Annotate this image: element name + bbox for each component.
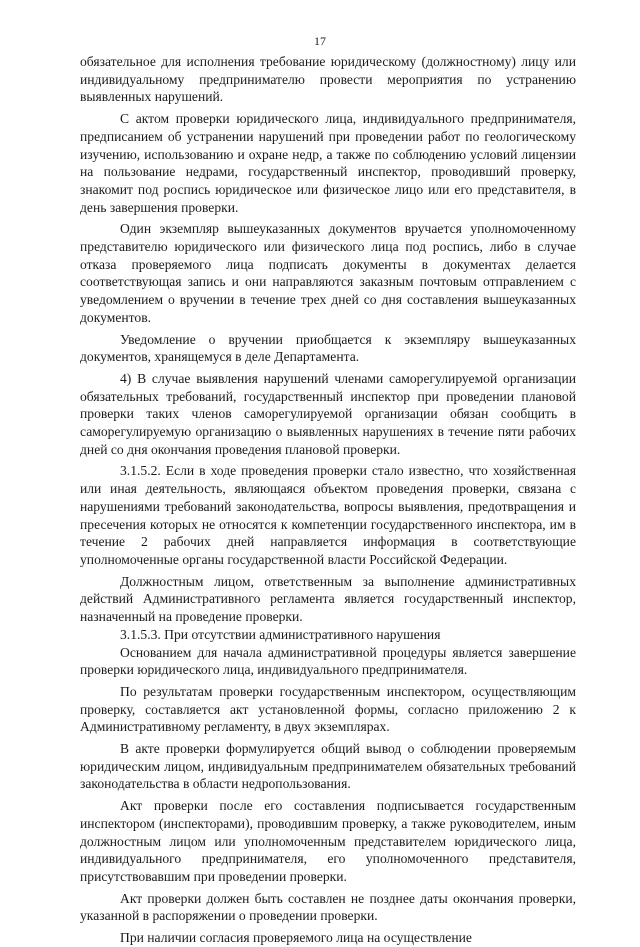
paragraph-14: При наличии согласия проверяемого лица на осуществление: [120, 930, 472, 946]
paragraph-1: обязательное для исполнения требование юридическому (должностному) лицу или индивидуальному предпринимателю провести мероприятия по устранению выявленных нарушений.: [80, 54, 576, 105]
paragraph-10: По результатам проверки государственным инспектором, осуществляющим проверку, составляется акт установленной формы, согласно приложению 2 к Административному регламенту, в двух экземплярах.: [80, 683, 576, 735]
paragraph-9: Основанием для начала административной процедуры является завершение проверки юридического лица, индивидуального предпринимателя.: [80, 644, 576, 678]
paragraph-5: 4) В случае выявления нарушений членами саморегулируемой организации обязательных требований, государственный инспектор при проведении плановой проверки таких членов саморегулируемой организации обязан сообщить в саморегулируемую организацию о выявленных нарушениях в течение пяти рабочих дней со дня окончания проведения плановой проверки.: [80, 370, 576, 457]
document-body: [80, 53, 576, 947]
paragraph-4: Уведомление о вручении приобщается к экземпляру вышеуказанных документов, хранящемуся в деле Департамента.: [80, 331, 576, 365]
paragraph-6: 3.1.5.2. Если в ходе проведения проверки стало известно, что хозяйственная или иная деятельность, являющаяся объектом проведения проверки, связана с нарушениями требований законодательства, вопросы выявления, предотвращения и пресечения которых не относятся к компетенции государственного инспектора, им в течение 2 рабочих дней направляется информация в соответствующие уполномоченные органы государственной власти Российской Федерации.: [80, 463, 576, 567]
paragraph-3: Один экземпляр вышеуказанных документов вручается уполномоченному представителю юридического или физического лица под роспись, либо в случае отказа проверяемого лица подписать документы в документах делается соответствующая запись и они направляются заказным почтовым отправлением с уведомлением о вручении в течение трех дней со дня составления вышеуказанных документов.: [80, 221, 576, 325]
paragraph-7: Должностным лицом, ответственным за выполнение административных действий Административного регламента является государственный инспектор, назначенный на проведение проверки.: [80, 573, 576, 625]
paragraph-13: Акт проверки должен быть составлен не позднее даты окончания проверки, указанной в распоряжении о проведении проверки.: [80, 890, 576, 924]
section-heading-3-1-5-3: 3.1.5.3. При отсутствии административного нарушения: [120, 626, 441, 642]
paragraph-12: Акт проверки после его составления подписывается государственным инспектором (инспекторами), проводившим проверку, а также руководителем, иным должностным лицом или уполномоченным представителем юридического лица, индивидуального предпринимателя, его уполномоченного представителя, присутствовавшим при проведении проверки.: [80, 798, 576, 884]
page-number: 17: [314, 34, 326, 48]
paragraph-2: С актом проверки юридического лица, индивидуального предпринимателя, предписанием об устранении нарушений при проведении работ по геологическому изучению, использованию и охране недр, а также по соблюдению условий лицензии на пользование недрами, государственный инспектор, проводивший проверку, знакомит под роспись юридическое или физическое лицо или его представителя, в день завершения проверки.: [80, 111, 576, 215]
paragraph-11: В акте проверки формулируется общий вывод о соблюдении проверяемым юридическим лицом, индивидуальным предпринимателем обязательных требований законодательства в области недропользования.: [80, 741, 576, 792]
